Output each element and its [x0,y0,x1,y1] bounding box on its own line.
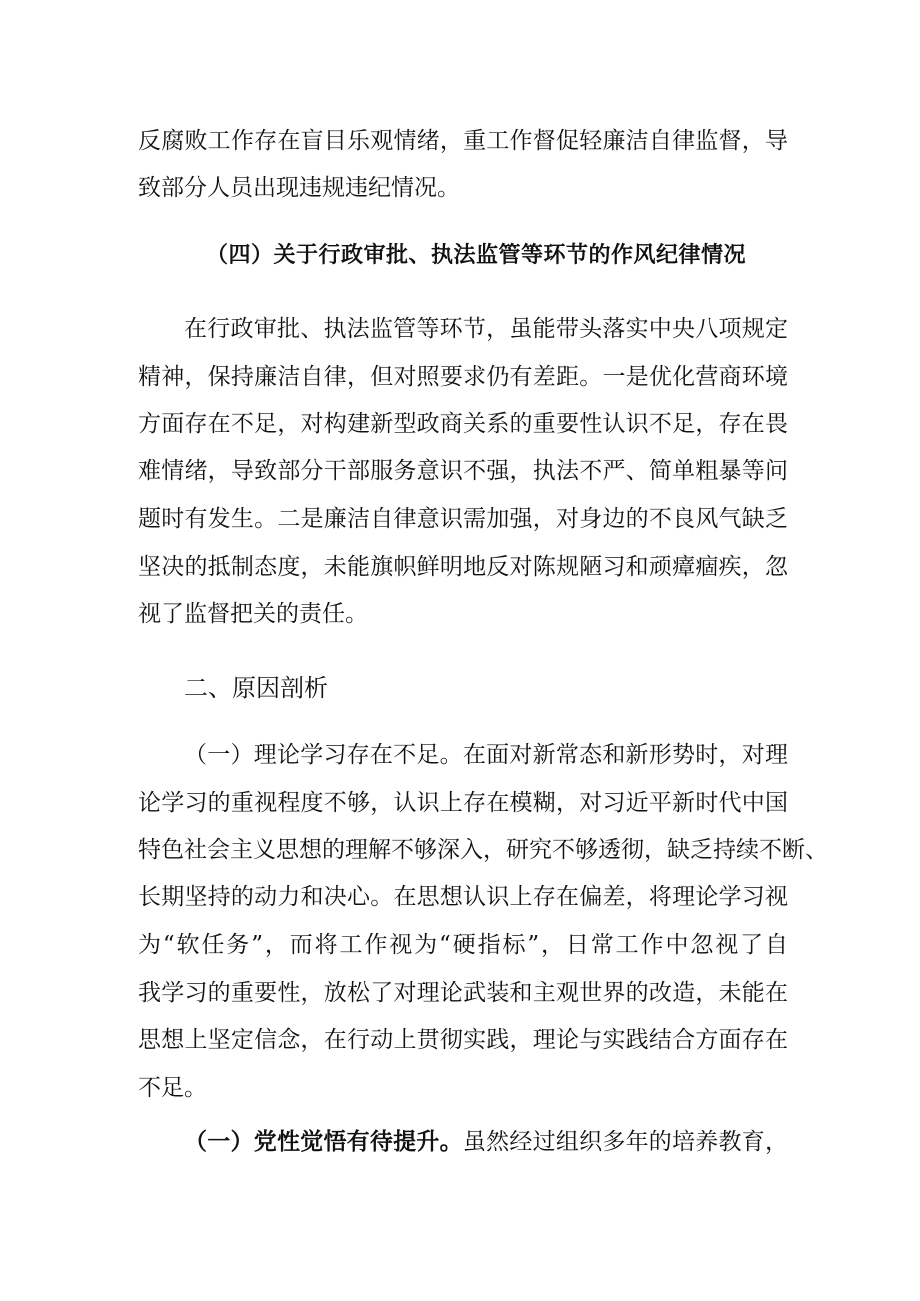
paragraph-line: 坚决的抵制态度，未能旗帜鲜明地反对陈规陋习和顽瘴痼疾，忽 [138,554,788,580]
paragraph-line: 长期坚持的动力和决心。在思想认识上存在偏差，将理论学习视 [138,884,788,910]
paragraph-line: 在行政审批、执法监管等环节，虽能带头落实中央八项规定 [184,316,788,342]
paragraph-line: 为“软任务”，而将工作视为“硬指标”，日常工作中忽视了自 [138,932,788,958]
paragraph-line [184,1127,788,1157]
paragraph-line: 思想上坚定信念，在行动上贯彻实践，理论与实践结合方面存在 [138,1027,788,1053]
paragraph-line: 致部分人员出现违规违纪情况。 [138,175,460,201]
paragraph-line: 我学习的重要性，放松了对理论武装和主观世界的改造，未能在 [138,980,788,1006]
paragraph-line: 精神，保持廉洁自律，但对照要求仍有差距。一是优化营商环境 [138,364,788,390]
paragraph-line: 特色社会主义思想的理解不够深入，研究不够透彻，缺乏持续不断、 [138,837,828,863]
section-heading: 二、原因剖析 [184,674,328,702]
paragraph-line: （一）理论学习存在不足。在面对新常态和新形势时，对理 [184,742,788,768]
subsection-heading: （四）关于行政审批、执法监管等环节的作风纪律情况 [206,242,747,268]
paragraph-line: 反腐败工作存在盲目乐观情绪，重工作督促轻廉洁自律监督，导 [138,128,788,154]
paragraph-line: 视了监督把关的责任。 [138,601,368,627]
paragraph-line: 难情绪，导致部分干部服务意识不强，执法不严、简单粗暴等问 [138,458,788,484]
paragraph-text: 虽然经过组织多年的培养教育， [462,1129,789,1155]
paragraph-line: 论学习的重视程度不够，认识上存在模糊，对习近平新时代中国 [138,790,788,816]
paragraph-line: 不足。 [138,1075,207,1101]
paragraph-lead-bold: （一）党性觉悟有待提升。 [184,1128,463,1155]
paragraph-line: 方面存在不足，对构建新型政商关系的重要性认识不足，存在畏 [138,411,788,437]
paragraph-line: 题时有发生。二是廉洁自律意识需加强，对身边的不良风气缺乏 [138,506,788,532]
